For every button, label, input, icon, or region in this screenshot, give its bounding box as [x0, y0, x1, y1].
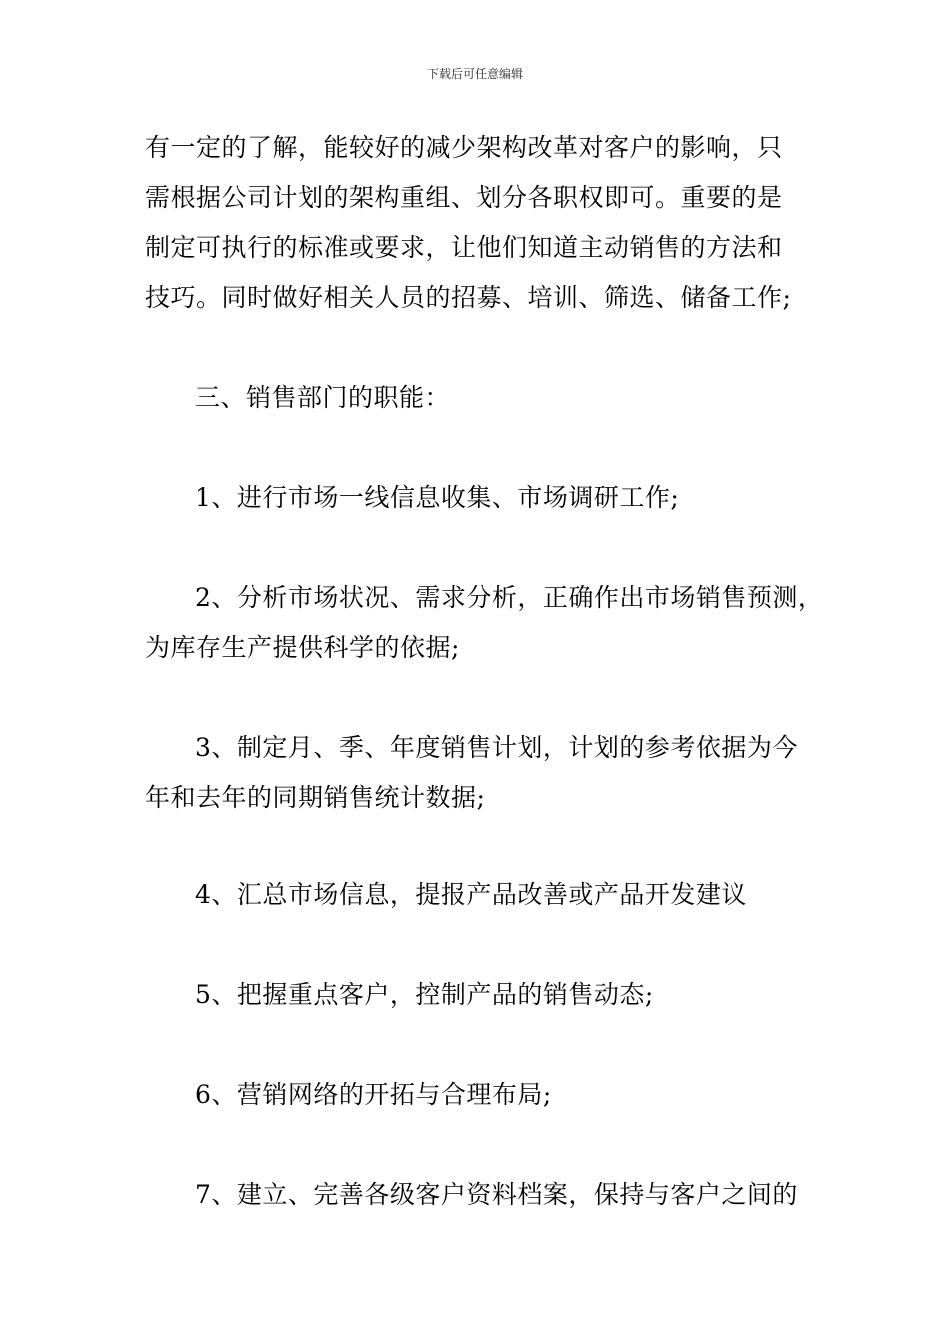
list-item: 5、把握重点客户，控制产品的销售动态; [195, 980, 654, 1009]
paragraph-line: 技巧。同时做好相关人员的招募、培训、筛选、储备工作; [145, 283, 792, 312]
list-item-continuation: 为库存生产提供科学的依据; [145, 633, 460, 662]
list-item: 3、制定月、季、年度销售计划，计划的参考依据为今 [195, 733, 798, 762]
paragraph-line: 需根据公司计划的架构重组、划分各职权即可。重要的是 [145, 183, 783, 212]
list-item: 2、分析市场状况、需求分析，正确作出市场销售预测， [195, 583, 824, 612]
list-item: 4、汇总市场信息，提报产品改善或产品开发建议 [195, 880, 747, 909]
paragraph-line: 制定可执行的标准或要求，让他们知道主动销售的方法和 [145, 233, 783, 262]
section-heading: 三、销售部门的职能： [195, 383, 451, 412]
list-item: 6、营销网络的开拓与合理布局; [195, 1080, 552, 1109]
list-item: 7、建立、完善各级客户资料档案，保持与客户之间的 [195, 1180, 798, 1209]
page-header: 下载后可任意编辑 [426, 67, 523, 81]
paragraph-line: 有一定的了解，能较好的减少架构改革对客户的影响，只 [145, 133, 783, 162]
list-item-continuation: 年和去年的同期销售统计数据; [145, 783, 486, 812]
list-item: 1、进行市场一线信息收集、市场调研工作; [195, 483, 680, 512]
